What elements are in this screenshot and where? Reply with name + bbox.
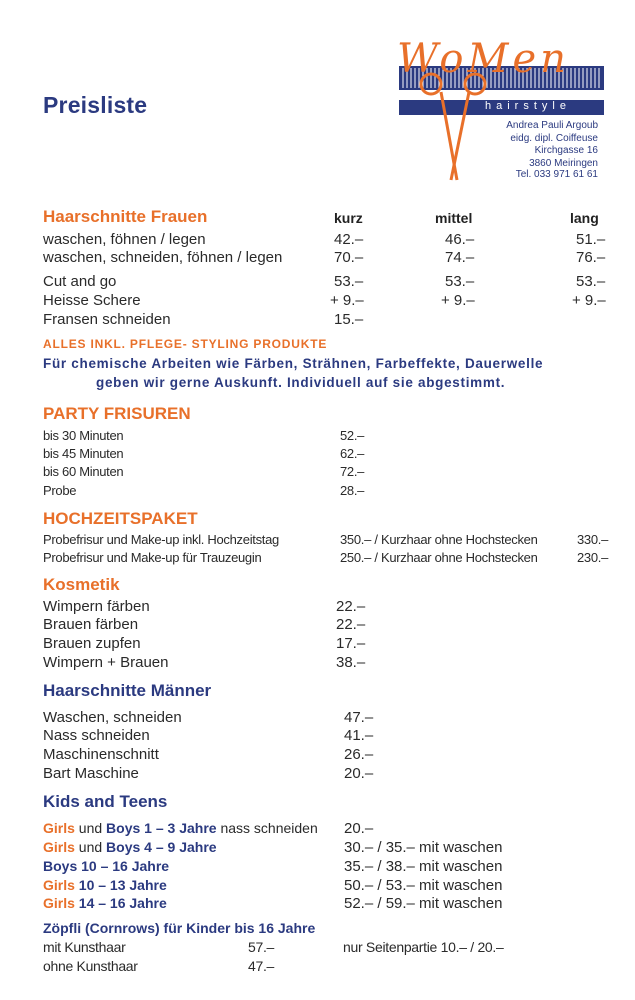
party-label: bis 60 Minuten [43, 464, 124, 479]
price-mittel: 53.– [445, 273, 475, 290]
products-notice: ALLES INKL. PFLEGE- STYLING PRODUKTE [43, 337, 328, 351]
hochzeit-alt-price: 230.– [577, 550, 609, 565]
boys-label: Boys [106, 820, 141, 836]
hochzeit-label: Probefrisur und Make-up inkl. Hochzeitstag [43, 532, 279, 547]
age-range: 10 – 16 Jahre [81, 858, 170, 874]
girls-label: Girls [43, 820, 75, 836]
kids-price: 50.– / 53.– mit waschen [344, 877, 503, 894]
party-price: 72.– [340, 464, 365, 479]
party-heading: PARTY FRISUREN [43, 404, 191, 423]
girls-label: Girls [43, 839, 75, 855]
und-label: und [78, 839, 103, 855]
kids-price: 35.– / 38.– mit waschen [344, 858, 503, 875]
service-label: Cut and go [43, 273, 117, 290]
kids-price: 20.– [344, 820, 374, 837]
price-lang: 53.– [576, 273, 606, 290]
boys-label: Boys [43, 858, 78, 874]
price-kurz: 15.– [334, 311, 364, 328]
kids-price: 52.– / 59.– mit waschen [344, 895, 503, 912]
party-label: Probe [43, 483, 77, 498]
price-mittel: 46.– [445, 231, 475, 248]
maenner-label: Waschen, schneiden [43, 709, 182, 726]
hochzeit-price: 350.– / Kurzhaar ohne Hochstecken [340, 532, 538, 547]
boys-label: Boys [106, 839, 141, 855]
logo-qualification: eidg. dipl. Coiffeuse [510, 132, 598, 144]
price-mittel: + 9.– [441, 292, 475, 309]
col-mittel: mittel [435, 210, 473, 226]
price-mittel: 74.– [445, 249, 475, 266]
kids-suffix: nass schneiden [220, 820, 318, 836]
party-price: 52.– [340, 428, 365, 443]
kids-row-label [43, 895, 167, 911]
price-kurz: 70.– [334, 249, 364, 266]
kosmetik-price: 17.– [336, 635, 366, 652]
kosmetik-label: Wimpern + Brauen [43, 654, 169, 671]
maenner-label: Nass schneiden [43, 727, 150, 744]
col-kurz: kurz [334, 210, 363, 226]
logo-street: Kirchgasse 16 [534, 145, 598, 156]
logo-phone: Tel. 033 971 61 61 [515, 169, 598, 180]
zoepfli-price: 47.– [248, 958, 275, 974]
logo-city: 3860 Meiringen [529, 157, 598, 169]
age-range: 10 – 13 Jahre [78, 877, 167, 893]
kosmetik-price: 22.– [336, 598, 366, 615]
girls-label: Girls [43, 895, 75, 911]
party-label: bis 45 Minuten [43, 446, 124, 461]
hochzeit-alt-price: 330.– [577, 532, 609, 547]
kosmetik-price: 38.– [336, 654, 366, 671]
age-range: 4 – 9 Jahre [144, 839, 217, 855]
maenner-label: Bart Maschine [43, 765, 139, 782]
page-title: Preisliste [43, 92, 148, 118]
kosmetik-label: Brauen zupfen [43, 635, 141, 652]
service-label: waschen, schneiden, föhnen / legen [43, 249, 283, 266]
kids-price: 30.– / 35.– mit waschen [344, 839, 503, 856]
service-label: waschen, föhnen / legen [43, 231, 206, 248]
maenner-price: 20.– [344, 765, 374, 782]
girls-label: Girls [43, 877, 75, 893]
hochzeit-label: Probefrisur und Make-up für Trauzeugin [43, 550, 262, 565]
kids-row-label [43, 839, 217, 855]
und-label: und [78, 820, 103, 836]
kids-heading: Kids and Teens [43, 792, 168, 811]
zoepfli-heading: Zöpfli (Cornrows) für Kinder bis 16 Jahre [43, 920, 316, 936]
service-label: Fransen schneiden [43, 311, 171, 328]
logo-address [506, 120, 598, 170]
logo-owner: Andrea Pauli Argoub [506, 120, 598, 131]
price-lang: 51.– [576, 231, 606, 248]
maenner-price: 41.– [344, 727, 374, 744]
maenner-price: 26.– [344, 746, 374, 763]
kids-row-label [43, 820, 318, 836]
chemical-notice-line1: Für chemische Arbeiten wie Färben, Strähnen, Farbeffekte, Dauerwelle [43, 356, 544, 371]
hochzeit-price: 250.– / Kurzhaar ohne Hochstecken [340, 550, 538, 565]
kosmetik-label: Brauen färben [43, 616, 139, 633]
price-lang: + 9.– [572, 292, 606, 309]
price-kurz: + 9.– [330, 292, 364, 309]
kosmetik-label: Wimpern färben [43, 598, 150, 615]
logo-tagline: hairstyle [485, 100, 571, 112]
price-kurz: 53.– [334, 273, 364, 290]
zoepfli-label: ohne Kunsthaar [43, 958, 138, 974]
kosmetik-heading: Kosmetik [43, 575, 120, 594]
col-lang: lang [570, 210, 599, 226]
maenner-heading: Haarschnitte Männer [43, 681, 212, 700]
frauen-heading: Haarschnitte Frauen [43, 207, 208, 226]
age-range: 1 – 3 Jahre [144, 820, 217, 836]
zoepfli-price: 57.– [248, 939, 275, 955]
chemical-notice-line2: geben wir gerne Auskunft. Individuell auf sie abgestimmt. [96, 375, 506, 390]
hochzeit-heading: HOCHZEITSPAKET [43, 509, 198, 528]
price-kurz: 42.– [334, 231, 364, 248]
kosmetik-price: 22.– [336, 616, 366, 633]
party-label: bis 30 Minuten [43, 428, 124, 443]
salon-logo [395, 36, 610, 184]
maenner-label: Maschinenschnitt [43, 746, 159, 763]
logo-wordmark: WoMen [397, 36, 570, 82]
kids-row-label [43, 877, 167, 893]
zoepfli-label: mit Kunsthaar [43, 939, 126, 955]
zoepfli-note: nur Seitenpartie 10.– / 20.– [343, 939, 504, 955]
service-label: Heisse Schere [43, 292, 141, 309]
party-price: 62.– [340, 446, 365, 461]
age-range: 14 – 16 Jahre [78, 895, 167, 911]
maenner-price: 47.– [344, 709, 374, 726]
price-lang: 76.– [576, 249, 606, 266]
party-price: 28.– [340, 483, 365, 498]
kids-row-label [43, 858, 169, 874]
